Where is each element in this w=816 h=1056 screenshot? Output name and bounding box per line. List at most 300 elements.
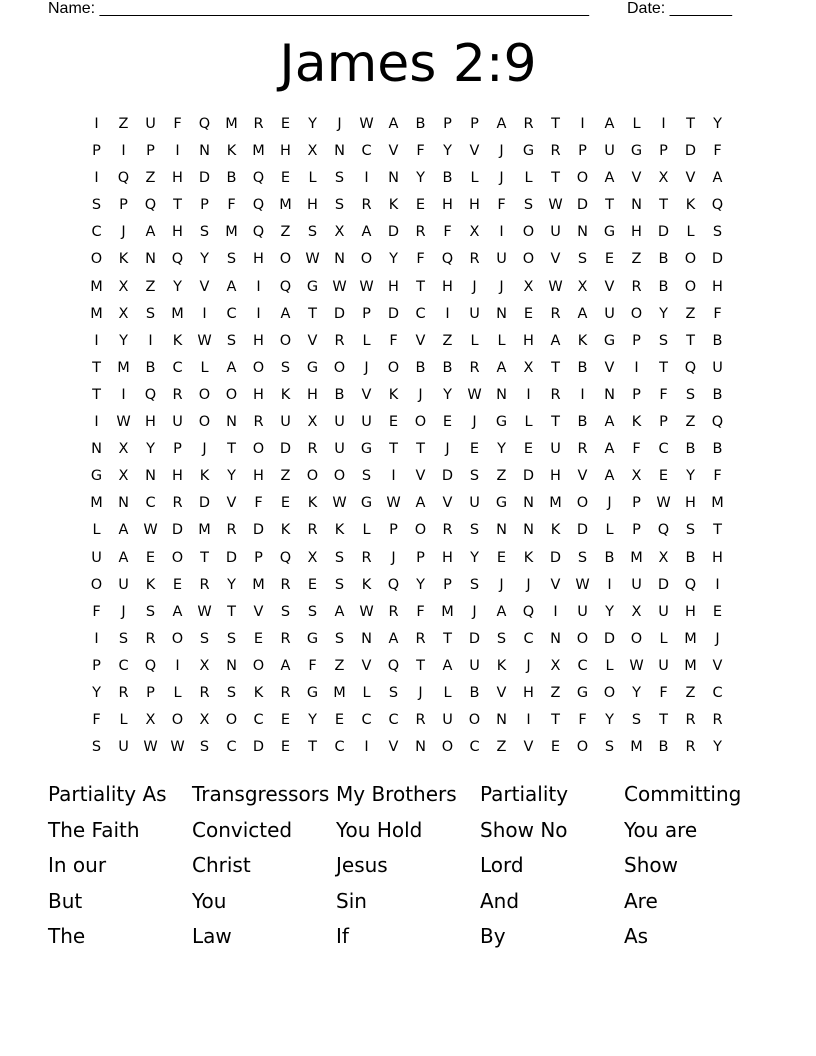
grid-letter: A	[145, 224, 156, 241]
grid-letter: P	[389, 522, 398, 539]
grid-letter: Y	[227, 468, 236, 485]
grid-letter: B	[442, 170, 453, 187]
grid-letter: O	[630, 305, 643, 322]
grid-letter: I	[256, 305, 261, 322]
grid-letter: I	[175, 143, 180, 160]
grid-letter: M	[711, 495, 724, 512]
grid-letter: P	[92, 143, 101, 160]
grid-letter: Z	[118, 116, 129, 132]
grid-letter: K	[145, 576, 156, 593]
word-list-item: My Brothers	[336, 782, 457, 806]
grid-letter: M	[198, 522, 211, 539]
grid-letter: B	[415, 359, 426, 376]
grid-letter: U	[604, 143, 615, 160]
grid-letter: X	[145, 712, 156, 729]
grid-letter: I	[94, 116, 99, 132]
grid-letter: Q	[252, 170, 265, 187]
grid-letter: S	[712, 224, 723, 241]
word-list-item: Convicted	[192, 817, 293, 842]
grid-letter: W	[143, 739, 158, 756]
grid-letter: T	[173, 197, 182, 214]
grid-letter: A	[604, 116, 615, 132]
grid-letter: B	[604, 549, 615, 566]
grid-letter: N	[577, 224, 588, 241]
word-list-item: Partiality	[480, 782, 569, 806]
grid-letter: X	[658, 549, 669, 566]
grid-letter: M	[252, 143, 265, 160]
grid-letter: Z	[685, 305, 696, 322]
grid-letter: O	[630, 630, 643, 647]
grid-letter: O	[90, 251, 103, 268]
grid-letter: O	[522, 224, 535, 241]
grid-letter: Q	[198, 116, 211, 132]
grid-letter: S	[469, 576, 480, 593]
grid-letter: E	[280, 116, 291, 132]
grid-letter: S	[118, 630, 129, 647]
grid-letter: V	[388, 143, 399, 160]
grid-letter: V	[604, 278, 615, 295]
grid-letter: C	[145, 495, 156, 512]
grid-letter: E	[334, 712, 345, 729]
grid-letter: U	[604, 305, 615, 322]
grid-letter: S	[685, 386, 696, 403]
grid-letter: O	[414, 414, 427, 431]
grid-letter: V	[361, 657, 372, 674]
grid-letter: B	[685, 549, 696, 566]
grid-letter: O	[171, 549, 184, 566]
grid-letter: D	[252, 522, 265, 539]
grid-letter: L	[362, 684, 371, 701]
grid-letter: X	[631, 468, 642, 485]
word-list-item: Transgressors	[192, 782, 330, 806]
grid-letter: A	[280, 305, 291, 322]
grid-letter: B	[577, 359, 588, 376]
grid-letter: X	[199, 712, 210, 729]
grid-letter: Y	[200, 251, 209, 268]
grid-letter: X	[307, 414, 318, 431]
grid-letter: V	[523, 739, 534, 756]
grid-letter: E	[280, 712, 291, 729]
grid-letter: P	[146, 143, 155, 160]
grid-letter: S	[334, 630, 345, 647]
grid-letter: V	[550, 576, 561, 593]
grid-letter: Q	[684, 576, 697, 593]
grid-letter: H	[307, 386, 318, 403]
grid-letter: B	[658, 739, 669, 756]
grid-letter: A	[118, 549, 129, 566]
grid-letter: L	[308, 170, 317, 187]
grid-letter: O	[252, 441, 265, 458]
grid-letter: Y	[416, 170, 425, 187]
grid-letter: R	[172, 386, 183, 403]
grid-letter: F	[578, 712, 587, 729]
date-field-label: Date: _______	[627, 0, 732, 17]
grid-letter: S	[334, 197, 345, 214]
grid-letter: R	[361, 549, 372, 566]
grid-letter: H	[550, 468, 561, 485]
grid-letter: Q	[252, 197, 265, 214]
grid-letter: I	[526, 386, 531, 403]
grid-letter: F	[659, 386, 668, 403]
grid-letter: T	[659, 359, 668, 376]
grid-letter: D	[657, 224, 670, 241]
grid-letter: R	[172, 495, 183, 512]
grid-letter: H	[685, 603, 696, 620]
grid-letter: Q	[711, 414, 724, 431]
grid-letter: U	[91, 549, 102, 566]
grid-letter: L	[524, 170, 533, 187]
grid-letter: B	[145, 359, 156, 376]
word-list-item: And	[480, 888, 520, 913]
grid-letter: J	[526, 657, 531, 674]
grid-letter: V	[415, 332, 426, 349]
grid-letter: S	[199, 630, 210, 647]
grid-letter: O	[576, 739, 589, 756]
grid-letter: Q	[711, 197, 724, 214]
grid-letter: M	[279, 197, 292, 214]
grid-letter: Y	[416, 576, 425, 593]
grid-letter: I	[607, 576, 612, 593]
grid-letter: U	[118, 576, 129, 593]
grid-letter: X	[577, 278, 588, 295]
grid-letter: R	[361, 197, 372, 214]
grid-letter: R	[226, 522, 237, 539]
word-list-item: You Hold	[336, 817, 423, 842]
grid-letter: N	[388, 170, 399, 187]
grid-letter: U	[469, 657, 480, 674]
grid-letter: F	[173, 116, 182, 132]
grid-letter: F	[659, 684, 668, 701]
grid-letter: R	[307, 522, 318, 539]
grid-letter: N	[604, 386, 615, 403]
grid-letter: S	[496, 630, 507, 647]
grid-letter: I	[499, 224, 504, 241]
grid-letter: Y	[308, 712, 317, 729]
grid-letter: Q	[387, 576, 400, 593]
grid-letter: J	[418, 386, 423, 403]
grid-letter: D	[387, 305, 400, 322]
grid-letter: S	[685, 522, 696, 539]
grid-letter: H	[442, 549, 453, 566]
grid-letter: F	[497, 197, 506, 214]
grid-letter: R	[118, 684, 129, 701]
grid-letter: G	[360, 441, 373, 458]
grid-letter: X	[631, 603, 642, 620]
grid-letter: J	[391, 549, 396, 566]
grid-letter: O	[306, 468, 319, 485]
grid-letter: T	[551, 712, 560, 729]
grid-letter: P	[416, 549, 425, 566]
grid-letter: A	[280, 657, 291, 674]
grid-letter: N	[496, 712, 507, 729]
grid-letter: H	[253, 332, 264, 349]
grid-letter: X	[307, 549, 318, 566]
grid-letter: Q	[441, 251, 454, 268]
grid-letter: Q	[117, 170, 130, 187]
grid-letter: G	[630, 143, 643, 160]
grid-letter: A	[496, 359, 507, 376]
grid-letter: S	[199, 224, 210, 241]
grid-letter: C	[334, 739, 345, 756]
grid-letter: C	[361, 712, 372, 729]
grid-letter: S	[226, 332, 237, 349]
grid-letter: S	[388, 684, 399, 701]
grid-letter: P	[443, 116, 452, 132]
grid-letter: B	[334, 386, 345, 403]
grid-letter: C	[226, 305, 237, 322]
word-list-item: Lord	[480, 853, 524, 878]
grid-letter: H	[712, 278, 723, 295]
grid-letter: R	[334, 332, 345, 349]
grid-letter: C	[577, 657, 588, 674]
grid-letter: U	[577, 603, 588, 620]
grid-letter: W	[548, 278, 563, 295]
grid-letter: H	[172, 468, 183, 485]
grid-letter: U	[334, 441, 345, 458]
grid-letter: Q	[144, 657, 157, 674]
grid-letter: A	[496, 116, 507, 132]
word-list-item: You are	[624, 817, 698, 842]
grid-letter: Y	[686, 468, 695, 485]
grid-letter: V	[712, 657, 723, 674]
grid-letter: H	[280, 143, 291, 160]
grid-letter: V	[577, 468, 588, 485]
grid-letter: W	[197, 603, 212, 620]
grid-letter: T	[227, 603, 236, 620]
grid-letter: W	[548, 197, 563, 214]
grid-letter: P	[254, 549, 263, 566]
grid-letter: A	[118, 522, 129, 539]
grid-letter: D	[711, 251, 724, 268]
grid-letter: U	[658, 603, 669, 620]
grid-letter: K	[226, 143, 237, 160]
grid-letter: T	[443, 630, 452, 647]
grid-letter: U	[469, 495, 480, 512]
grid-letter: V	[685, 170, 696, 187]
grid-letter: V	[253, 603, 264, 620]
grid-letter: W	[359, 603, 374, 620]
grid-letter: K	[550, 522, 561, 539]
grid-letter: I	[580, 386, 585, 403]
grid-letter: I	[121, 143, 126, 160]
grid-letter: R	[280, 684, 291, 701]
grid-letter: Z	[496, 739, 507, 756]
grid-letter: Y	[173, 278, 182, 295]
grid-letter: S	[631, 712, 642, 729]
grid-letter: C	[712, 684, 723, 701]
grid-letter: U	[496, 251, 507, 268]
grid-letter: A	[496, 603, 507, 620]
word-list-item: In our	[48, 853, 107, 878]
grid-letter: O	[414, 522, 427, 539]
grid-letter: H	[253, 468, 264, 485]
grid-letter: U	[442, 712, 453, 729]
grid-letter: A	[334, 603, 345, 620]
grid-letter: U	[712, 359, 723, 376]
grid-letter: N	[550, 630, 561, 647]
grid-letter: T	[227, 441, 236, 458]
word-list-item: Are	[624, 888, 658, 913]
grid-letter: P	[119, 197, 128, 214]
word-list-item: If	[336, 924, 349, 949]
grid-letter: N	[145, 468, 156, 485]
grid-letter: D	[333, 305, 346, 322]
grid-letter: J	[121, 603, 126, 620]
grid-letter: R	[442, 522, 453, 539]
grid-letter: K	[280, 386, 291, 403]
grid-letter: R	[550, 143, 561, 160]
grid-letter: O	[225, 712, 238, 729]
grid-letter: G	[495, 414, 508, 431]
grid-letter: W	[575, 576, 590, 593]
grid-letter: T	[605, 197, 614, 214]
grid-letter: U	[469, 305, 480, 322]
grid-letter: I	[715, 576, 720, 593]
name-field-label: Name: _______________________________________________________	[48, 0, 589, 17]
grid-letter: Q	[522, 603, 535, 620]
grid-letter: E	[442, 414, 453, 431]
grid-letter: D	[657, 576, 670, 593]
grid-letter: R	[253, 116, 264, 132]
grid-letter: W	[359, 116, 374, 132]
grid-letter: U	[334, 414, 345, 431]
grid-letter: I	[364, 170, 369, 187]
grid-letter: L	[659, 630, 668, 647]
grid-letter: W	[332, 495, 347, 512]
grid-letter: Y	[146, 441, 155, 458]
grid-letter: S	[361, 468, 372, 485]
grid-letter: R	[253, 414, 264, 431]
grid-letter: O	[171, 630, 184, 647]
grid-letter: P	[443, 576, 452, 593]
grid-letter: D	[549, 549, 562, 566]
grid-letter: B	[226, 170, 237, 187]
grid-letter: I	[364, 739, 369, 756]
grid-letter: U	[172, 414, 183, 431]
grid-letter: X	[523, 359, 534, 376]
grid-letter: M	[684, 630, 697, 647]
grid-letter: S	[604, 739, 615, 756]
grid-letter: M	[684, 657, 697, 674]
grid-letter: S	[226, 630, 237, 647]
grid-letter: C	[523, 630, 534, 647]
grid-letter: U	[145, 116, 156, 132]
grid-letter: T	[92, 386, 101, 403]
grid-letter: L	[443, 684, 452, 701]
grid-letter: W	[359, 278, 374, 295]
grid-letter: X	[550, 657, 561, 674]
grid-letter: Y	[713, 739, 722, 756]
grid-letter: U	[118, 739, 129, 756]
grid-letter: B	[415, 116, 426, 132]
grid-letter: B	[658, 278, 669, 295]
grid-letter: S	[577, 549, 588, 566]
grid-letter: K	[280, 522, 291, 539]
grid-letter: S	[307, 224, 318, 241]
grid-letter: B	[685, 441, 696, 458]
grid-letter: A	[604, 414, 615, 431]
grid-letter: T	[416, 657, 425, 674]
grid-letter: R	[685, 739, 696, 756]
grid-letter: A	[226, 278, 237, 295]
grid-letter: C	[388, 712, 399, 729]
grid-letter: F	[713, 468, 722, 485]
grid-letter: E	[469, 441, 480, 458]
grid-letter: D	[684, 143, 697, 160]
grid-letter: N	[361, 630, 372, 647]
grid-letter: I	[256, 278, 261, 295]
grid-letter: T	[659, 197, 668, 214]
grid-letter: I	[526, 712, 531, 729]
grid-letter: S	[334, 549, 345, 566]
grid-letter: T	[551, 116, 560, 132]
grid-letter: N	[118, 495, 129, 512]
grid-letter: G	[306, 630, 319, 647]
grid-letter: R	[523, 116, 534, 132]
grid-letter: V	[226, 495, 237, 512]
grid-letter: S	[91, 739, 102, 756]
grid-letter: Y	[92, 684, 101, 701]
grid-letter: I	[121, 386, 126, 403]
grid-letter: L	[362, 522, 371, 539]
grid-letter: D	[468, 630, 481, 647]
grid-letter: C	[226, 739, 237, 756]
grid-letter: E	[145, 549, 156, 566]
grid-letter: I	[94, 332, 99, 349]
grid-letter: Y	[605, 712, 614, 729]
grid-letter: T	[713, 522, 722, 539]
word-list-item: The Faith	[48, 817, 140, 842]
grid-letter: P	[632, 522, 641, 539]
grid-letter: E	[388, 414, 399, 431]
grid-letter: S	[523, 197, 534, 214]
grid-letter: J	[364, 359, 369, 376]
word-list-item: You	[192, 888, 227, 913]
grid-letter: Q	[279, 278, 292, 295]
grid-letter: F	[443, 224, 452, 241]
grid-letter: J	[526, 576, 531, 593]
grid-letter: Z	[442, 332, 453, 349]
grid-letter: Y	[443, 386, 452, 403]
grid-letter: M	[90, 495, 103, 512]
grid-letter: H	[631, 224, 642, 241]
grid-letter: P	[578, 143, 587, 160]
grid-letter: O	[198, 414, 211, 431]
grid-letter: X	[334, 224, 345, 241]
grid-letter: A	[442, 657, 453, 674]
grid-letter: P	[200, 197, 209, 214]
grid-letter: H	[523, 684, 534, 701]
grid-letter: T	[551, 359, 560, 376]
grid-letter: U	[550, 441, 561, 458]
grid-letter: U	[361, 414, 372, 431]
grid-letter: L	[686, 224, 695, 241]
grid-letter: H	[469, 197, 480, 214]
grid-letter: K	[199, 468, 210, 485]
grid-letter: H	[253, 251, 264, 268]
grid-letter: O	[468, 712, 481, 729]
grid-letter: R	[280, 576, 291, 593]
grid-letter: K	[388, 197, 399, 214]
grid-letter: L	[470, 170, 479, 187]
grid-letter: M	[630, 739, 643, 756]
grid-letter: Z	[550, 684, 561, 701]
grid-letter: R	[280, 630, 291, 647]
grid-letter: Z	[145, 278, 156, 295]
grid-letter: G	[360, 495, 373, 512]
grid-letter: I	[94, 170, 99, 187]
grid-letter: K	[361, 576, 372, 593]
